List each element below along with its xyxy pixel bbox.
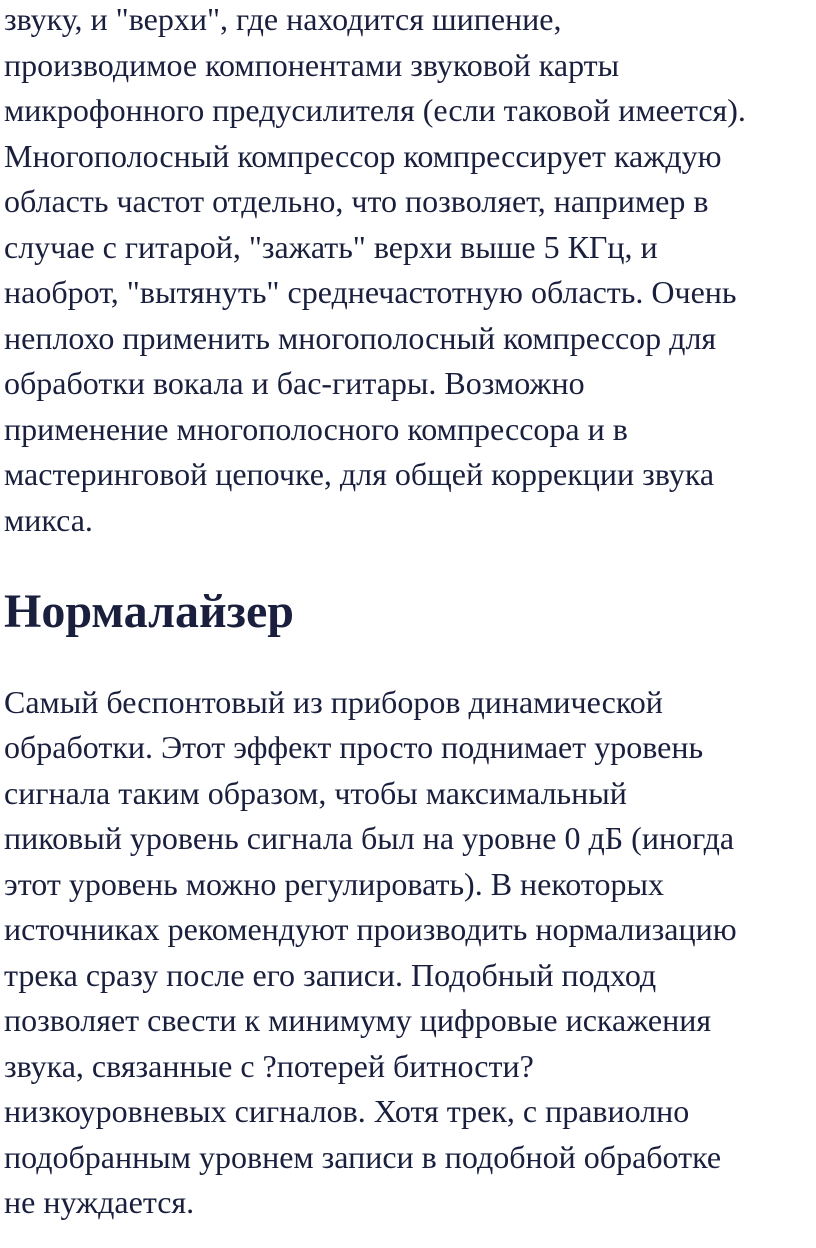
paragraph-spacer xyxy=(4,634,814,680)
paragraph-spacer xyxy=(4,543,814,589)
section-heading-normalizer: Нормалайзер xyxy=(4,584,294,638)
paragraph-normalizer: Самый беспонтовый из приборов динамической обработки. Этот эффект просто поднимает уровень сигнала таким образом, чтобы максимальный пиковый уровень сигнала был на уровне 0 дБ (иногда этот уровень можно регулировать). В некоторых источниках рекомендуют производить нормализацию трека сразу после его записи. Подобный подход позволяет свести к минимуму цифровые искажения звука, связанные с ?потерей битности? низкоуровневых сигналов. Хотя трек, с правиолно подобранным уровнем записи в подобной обработке не нуждается. xyxy=(4,683,737,1220)
document-page xyxy=(4,0,814,1226)
paragraph-multiband-compressor: звуку, и "верхи", где находится шипение, производимое компонентами звуковой карты микрофонного предусилителя (если таковой имеется). Многополосный компрессор компрессирует каждую область частот отдельно, что позволяет, например в случае с гитарой, "зажать" верхи выше 5 КГц, и наоброт, "вытянуть" среднечастотную область. Очень неплохо применить многополосный компрессор для обработки вокала и бас-гитары. Возможно применение многополосного компрессора и в мастеринговой цепочке, для общей коррекции звука микса. xyxy=(4,1,746,538)
